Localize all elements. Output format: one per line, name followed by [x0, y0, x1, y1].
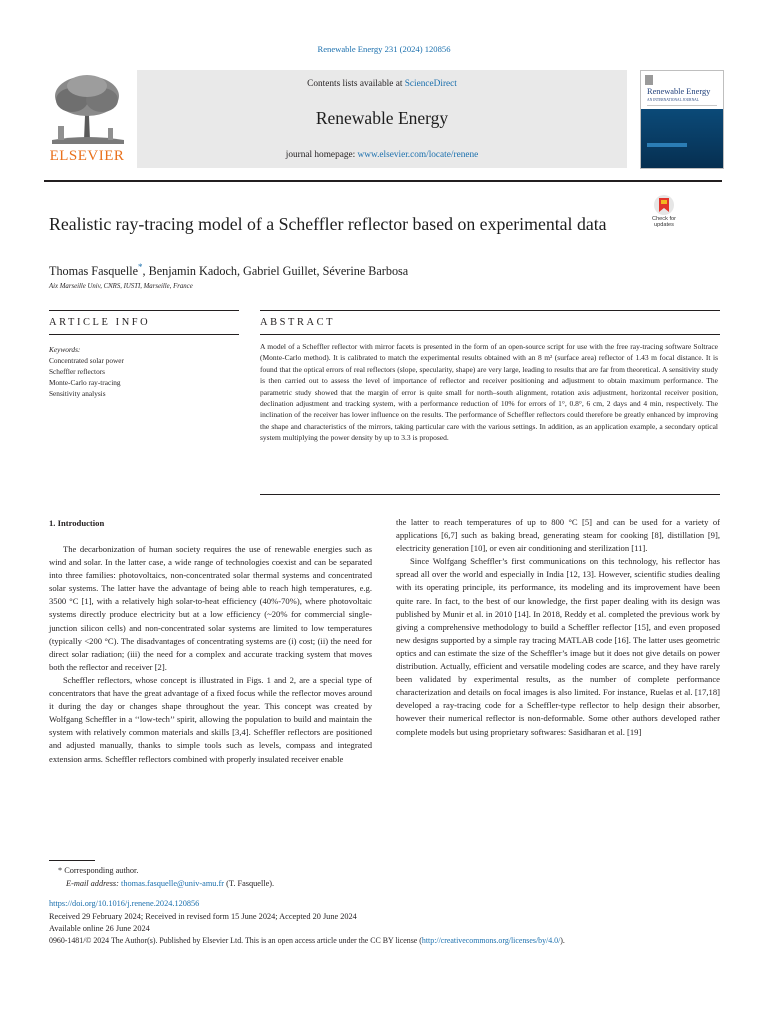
- info-top-rule: [49, 310, 239, 311]
- journal-citation[interactable]: Renewable Energy 231 (2024) 120856: [317, 44, 451, 54]
- header-rule: [44, 180, 722, 182]
- abstract-mid-rule: [260, 334, 720, 335]
- homepage-link[interactable]: www.elsevier.com/locate/renene: [357, 150, 479, 160]
- journal-header: [137, 70, 627, 168]
- elsevier-logo: [44, 70, 130, 166]
- license-prefix: 0960-1481/© 2024 The Author(s). Published by Elsevier Ltd. This is an open access article under the CC BY license (: [49, 936, 422, 945]
- check-for-updates-badge[interactable]: [644, 194, 684, 236]
- keywords-label: Keywords:: [49, 345, 81, 354]
- abstract-text: A model of a Scheffler reflector with mirror facets is presented in the form of an open-source script for use with the free ray-tracing software Soltrace (Monte-Carlo method). It is calibrated to match the experimental results obtained with an 8 m² (surface area) reflector of 1.43 m focal distance. It is found that the optical errors of real reflectors (slope, specularity, shape) are very large, leading to results that are far from theoretical. A sensitivity study is then carried out to assess the level of importance of reflector and receiver positioning and adjustment to obtain maximum performance. The parametric study showed that the margin of error is quite small for north–south alignment, rotation axis adjustment, horizontal receiver position, declination adjustment and tracking system, with a performance reduction of 10% for errors of 1°, 0.8°, 6 cm, 2 days and 4 min, respectively. The inclination of the receiver has lower influence on the results. The performance of Scheffler reflectors could therefore be greatly enhanced by improving the shape and characteristics of the mirrors, taking particular care with the various settings. In addition, as an application example, a secondary optical system multiplying the power density by up to 3.3 is proposed.: [260, 342, 718, 443]
- keyword-item: Sensitivity analysis: [49, 389, 106, 398]
- homepage-prefix: journal homepage:: [285, 150, 358, 160]
- cover-logo-icon: [645, 75, 653, 85]
- badge-line2: updates: [654, 222, 674, 228]
- bookmark-icon: [644, 194, 684, 216]
- body-column-right: [396, 516, 720, 739]
- available-online: Available online 26 June 2024: [49, 924, 150, 933]
- author-list: [49, 262, 408, 279]
- doi-link[interactable]: https://doi.org/10.1016/j.renene.2024.120856: [49, 899, 200, 908]
- email-suffix: (T. Fasquelle).: [224, 879, 275, 888]
- keyword-item: Concentrated solar power: [49, 356, 124, 365]
- homepage-line: [137, 150, 627, 160]
- keyword-item: Monte-Carlo ray-tracing: [49, 378, 121, 387]
- journal-title: Renewable Energy: [315, 108, 449, 128]
- body-column-left: [49, 543, 372, 766]
- article-title: Realistic ray-tracing model of a Scheffler reflector based on experimental data: [49, 214, 607, 234]
- contents-line: [137, 79, 627, 89]
- abstract-heading: ABSTRACT: [260, 317, 336, 328]
- journal-cover[interactable]: [640, 70, 724, 169]
- keywords-block: [49, 344, 239, 399]
- cover-divider: [647, 105, 717, 106]
- license-line: [49, 936, 565, 945]
- paragraph: Since Wolfgang Scheffler’s first communications on this technology, his reflector has spread all over the world and especially in India [12, 13]. However, scientific studies dealing with its operating principle, its performance, its modeling and its improvement have been quite rare. In fact, to the best of our knowledge, the first paper dealing with its design was published by Munir et al. in 2010 [14]. In 2018, Reddy et al. completed the previous work by giving a comprehensive methodology to build a Scheffler reflector [15], and even proposed new designs supported by a simple ray tracing MATLAB code [16]. The latter uses geometric optics and can estimate the size of the Scheffler’s image but it does not give details on power distribution. Actually, efficient and versatile modeling codes are scarce, and they have rarely been validated by experimental results, as the number of complete performance characterization and details on focal images is also limited. For instance, Ruelas et al. [17,18] developed a ray-tracing code for a Scheffler-type reflector to help design their absorber, however their numerical reflector is non-deformable. Some other authors developed rather complete models but using proprietary softwares: Sasidharan et al. [19]: [396, 556, 720, 737]
- author-rest: , Benjamin Kadoch, Gabriel Guillet, Séverine Barbosa: [142, 264, 409, 279]
- contents-prefix: Contents lists available at: [307, 79, 405, 89]
- paragraph: The decarbonization of human society requires the use of renewable energies such as wind and solar. In the latter case, a wide range of technologies coexist and can be separated into three families: photovoltaics, non-concentrated solar thermal systems and concentrated solar systems. The latter have the advantage of being able to reach high temperatures, e.g. 3500 °C [1], with a relatively high solar-to-heat efficiency (40%-70%), where photovoltaic systems directly produce electricity but at a low efficiency (~20% for commercial single-junction silicon cells) and non-concentrated solar systems are limited to low temperatures (typically <200 °C). The disadvantages of concentrating systems are (i) cost; (ii) the need for direct solar radiation; (iii) the need for a complex and accurate tracking system that moves both the reflector and receiver [2].: [49, 544, 372, 672]
- affiliation: Aix Marseille Univ, CNRS, IUSTI, Marseille, France: [49, 283, 193, 290]
- sciencedirect-link[interactable]: ScienceDirect: [404, 79, 457, 89]
- badge-line1: Check for: [652, 216, 676, 222]
- license-suffix: ).: [560, 936, 565, 945]
- section-heading-introduction: 1. Introduction: [49, 518, 105, 528]
- cover-title: Renewable Energy: [647, 87, 711, 96]
- email-footnote: [66, 879, 274, 888]
- corresponding-footnote: * Corresponding author.: [58, 866, 139, 875]
- article-info-heading: ARTICLE INFO: [49, 317, 151, 328]
- license-link[interactable]: http://creativecommons.org/licenses/by/4.0/: [421, 936, 561, 945]
- received-dates: Received 29 February 2024; Received in revised form 15 June 2024; Accepted 20 June 2024: [49, 912, 357, 921]
- elsevier-wordmark: ELSEVIER: [49, 148, 125, 164]
- email-label: E-mail address:: [66, 879, 119, 888]
- info-mid-rule: [49, 334, 239, 335]
- keyword-item: Scheffler reflectors: [49, 367, 105, 376]
- cover-stripe: [647, 143, 687, 147]
- paragraph: the latter to reach temperatures of up to 800 °C [5] and can be used for a variety of applications [6,7] such as baking bread, generating steam for cooking [8], distillation [9], electricity generation [10], or even air conditioning and sterilization [11].: [396, 517, 720, 554]
- paragraph: Scheffler reflectors, whose concept is illustrated in Figs. 1 and 2, are a special type of concentrators that have the great advantage of a fixed focus while the reflector moves around it during the day or changes shape throughout the year. This concept was created by Wolfgang Scheffler in a ‘‘low-tech’’ spirit, allowing the population to build and maintain the system with relatively common materials and skills [3,4]. Scheffler reflectors are positioned and adjusted manually, thanks to simple tools such as levels, compass and integrated extension arms. Scheffler reflectors combined with properly insulated receiver enable: [49, 674, 372, 764]
- footnote-rule: [49, 860, 95, 861]
- email-link[interactable]: thomas.fasquelle@univ-amu.fr: [121, 879, 225, 888]
- author-first[interactable]: Thomas Fasquelle: [49, 264, 139, 279]
- abstract-top-rule: [260, 310, 720, 311]
- cover-image: [641, 109, 723, 168]
- cover-subtitle: AN INTERNATIONAL JOURNAL: [647, 98, 699, 102]
- corresponding-author-mark[interactable]: *: [138, 262, 143, 272]
- abstract-bottom-rule: [260, 494, 720, 495]
